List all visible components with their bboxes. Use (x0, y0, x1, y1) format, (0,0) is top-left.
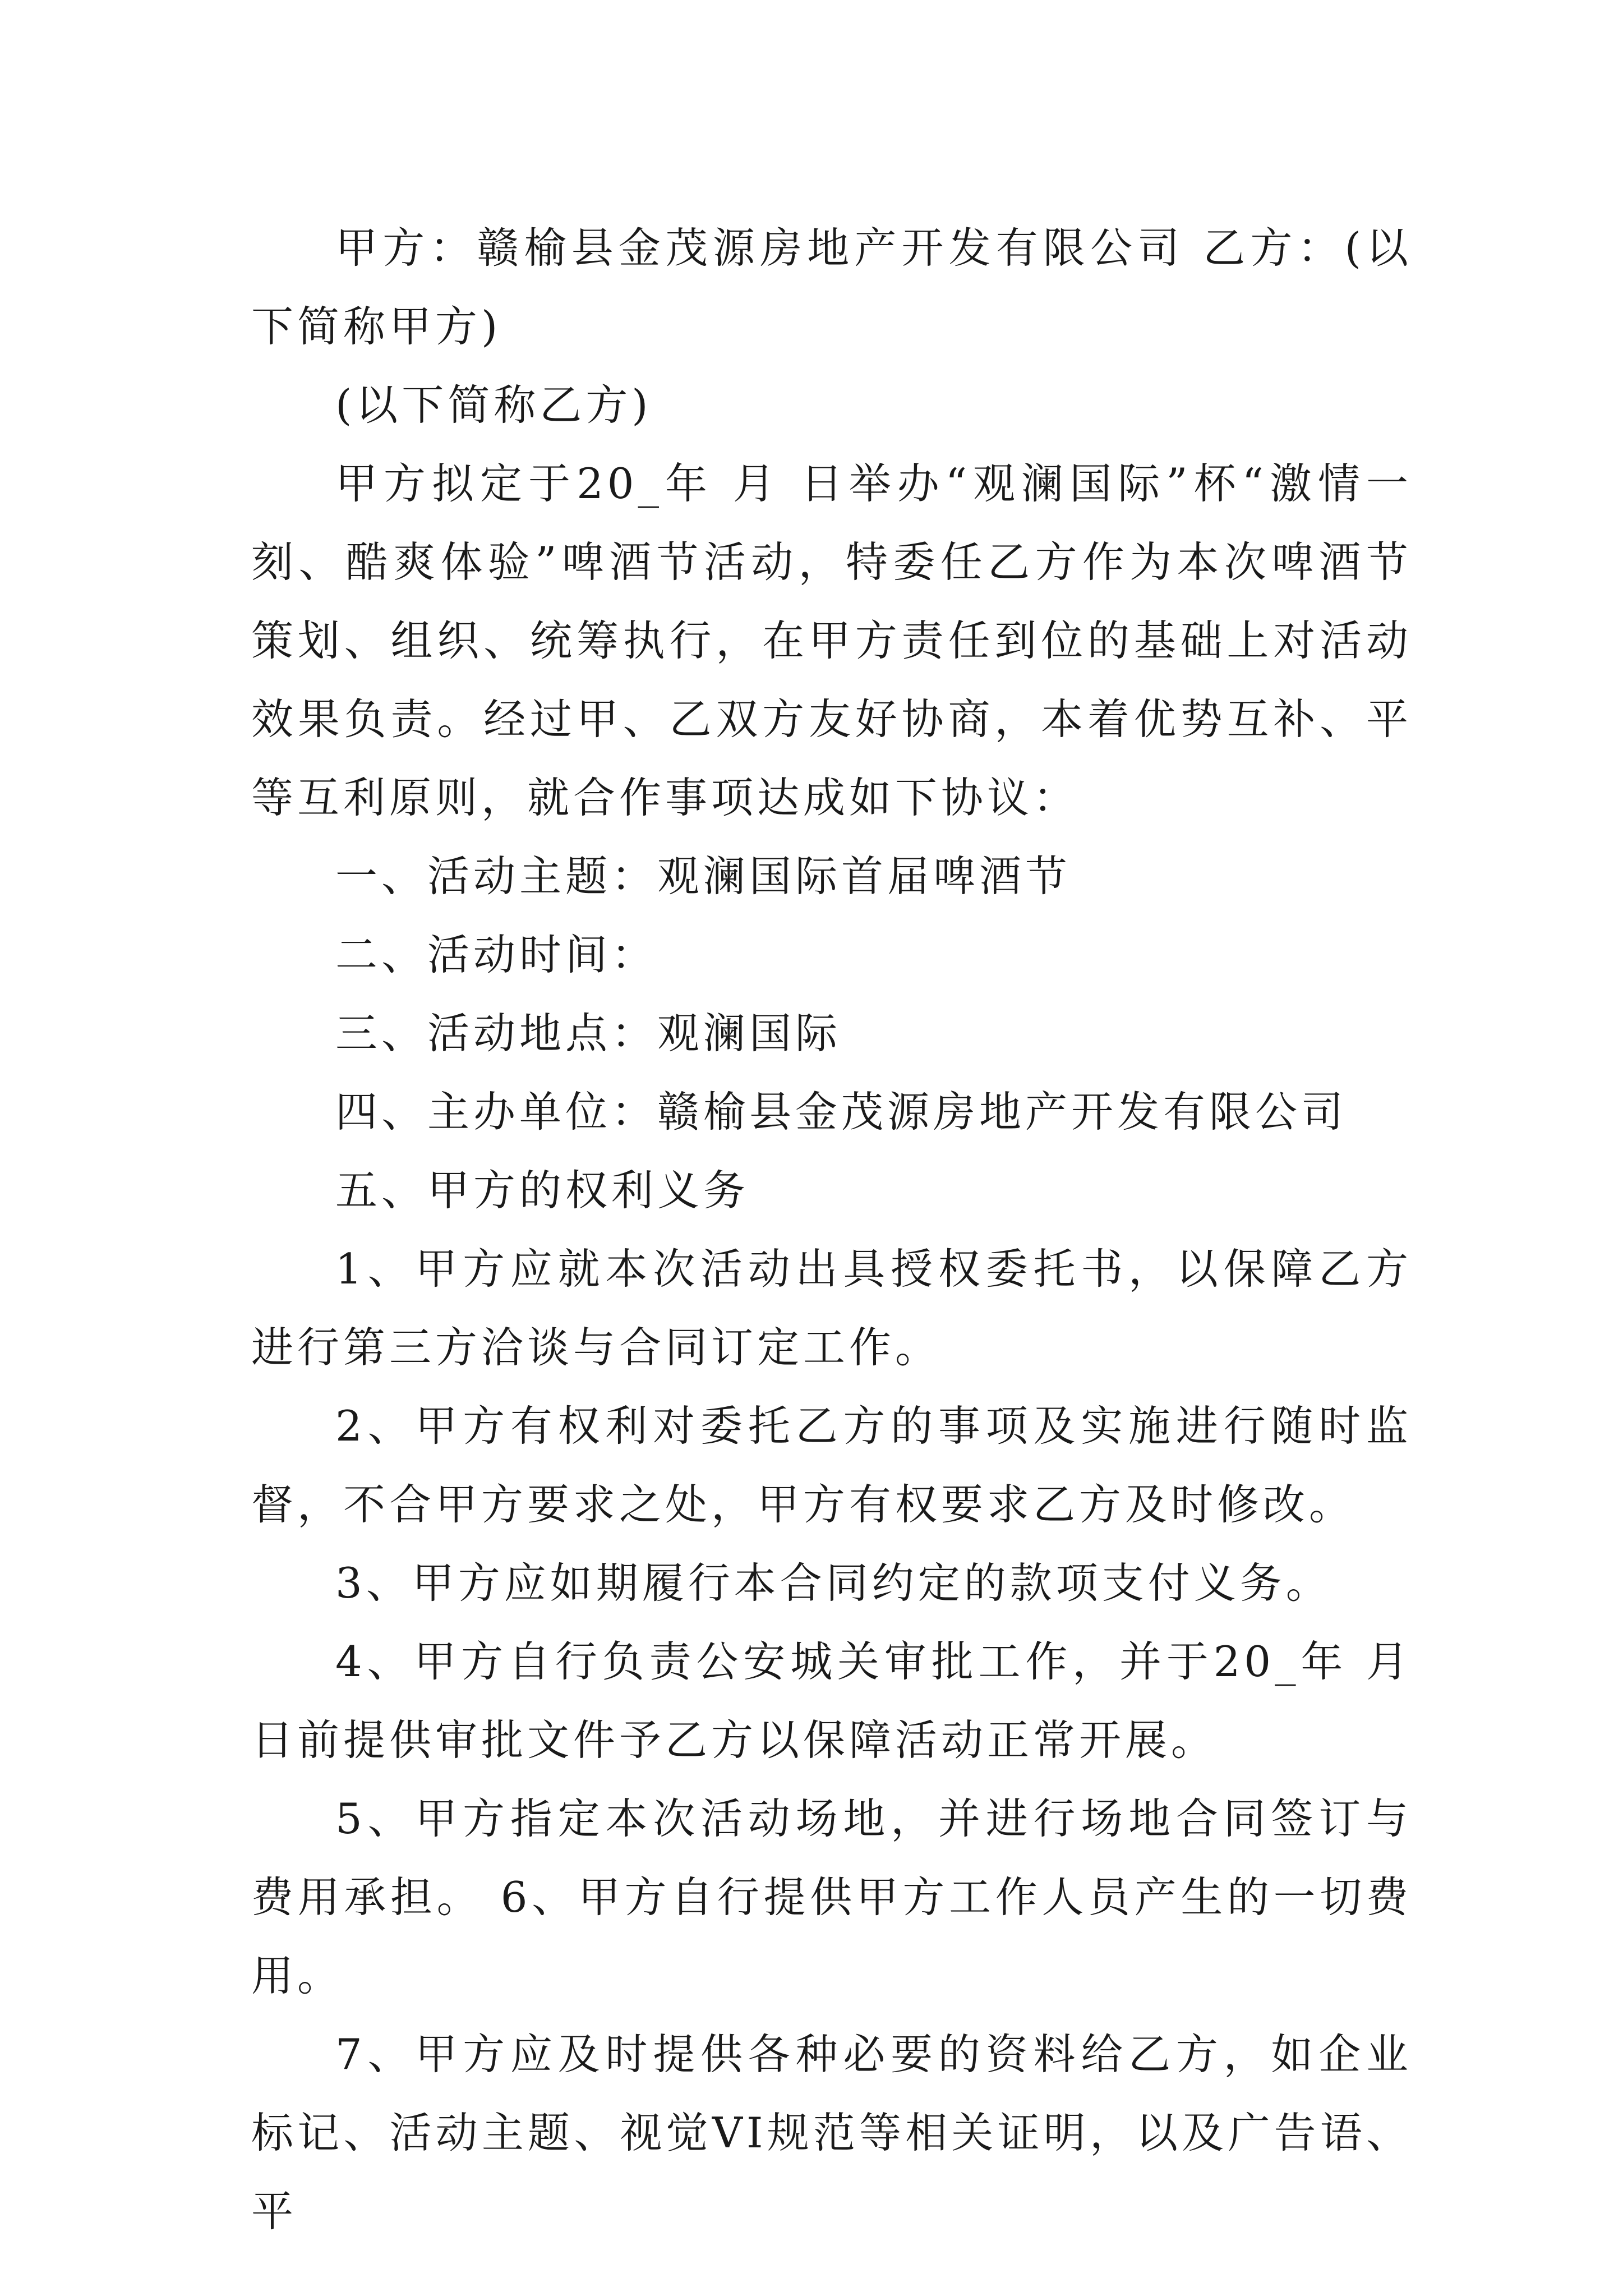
paragraph-time: 二、活动时间： (335, 930, 658, 979)
section-heading-party-a-rights: 五、甲方的权利义务 (335, 1166, 750, 1215)
clause-2: 2、甲方有权利对委托乙方的事项及实施进行随时监督，不合甲方要求之处，甲方有权要求乙方及时修改。 (251, 1401, 1412, 1529)
clause-3: 3、甲方应如期履行本合同约定的款项支付义务。 (335, 1558, 1332, 1608)
clause-1: 1、甲方应就本次活动出具授权委托书，以保障乙方进行第三方洽谈与合同订定工作。 (251, 1244, 1412, 1372)
paragraph-party-b-note: (以下简称乙方) (335, 380, 652, 430)
paragraph-organizer: 四、主办单位：赣榆县金茂源房地产开发有限公司 (335, 1087, 1348, 1137)
paragraph-intro: 甲方拟定于20_年 月 日举办“观澜国际”杯“激情一刻、酷爽体验”啤酒节活动，特委任乙方作为本次啤酒节策划、组织、统筹执行，在甲方责任到位的基础上对活动效果负责。经过甲、乙双方友好协商，本着优势互补、平等互利原则，就合作事项达成如下协议： (251, 459, 1412, 822)
paragraph-parties: 甲方：赣榆县金茂源房地产开发有限公司 乙方：(以下简称甲方) (251, 223, 1412, 351)
clause-5-6: 5、甲方指定本次活动场地，并进行场地合同签订与费用承担。 6、甲方自行提供甲方工作人员产生的一切费用。 (251, 1794, 1412, 2000)
paragraph-theme: 一、活动主题：观澜国际首届啤酒节 (335, 852, 1072, 901)
paragraph-location: 三、活动地点：观澜国际 (335, 1009, 842, 1058)
clause-4: 4、甲方自行负责公安城关审批工作，并于20_年 月 日前提供审批文件予乙方以保障活动正常开展。 (251, 1637, 1412, 1765)
clause-7: 7、甲方应及时提供各种必要的资料给乙方，如企业标记、活动主题、视觉VI规范等相关证明，以及广告语、平 (251, 2030, 1412, 2236)
document-body (251, 209, 1412, 2251)
